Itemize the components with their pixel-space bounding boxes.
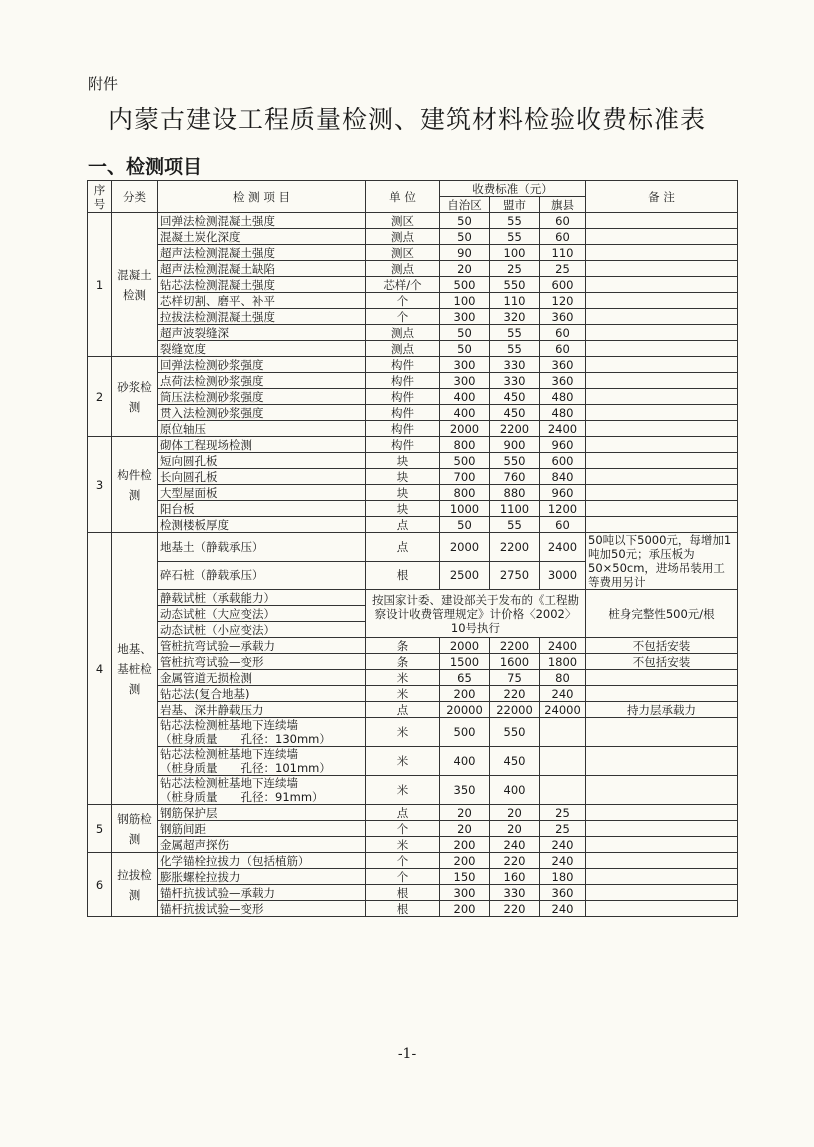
fee-banner: 110	[540, 245, 586, 261]
table-body	[88, 213, 738, 917]
table-row	[88, 901, 738, 917]
item-unit: 米	[366, 718, 440, 747]
table-row	[88, 373, 738, 389]
item-unit: 点	[366, 517, 440, 533]
group-seq: 1	[88, 213, 112, 357]
fee-region: 300	[440, 357, 490, 373]
fee-region: 2000	[440, 638, 490, 654]
item-name: 膨胀螺栓拉拔力	[158, 869, 366, 885]
col-remarks: 备 注	[586, 181, 738, 213]
fee-league: 55	[490, 213, 540, 229]
table-row	[88, 245, 738, 261]
fee-league: 160	[490, 869, 540, 885]
fee-league: 550	[490, 718, 540, 747]
fee-league: 20	[490, 821, 540, 837]
fee-region: 800	[440, 437, 490, 453]
fee-banner	[540, 747, 586, 776]
fee-region: 700	[440, 469, 490, 485]
fee-banner: 240	[540, 853, 586, 869]
table-row	[88, 229, 738, 245]
fee-league: 25	[490, 261, 540, 277]
fee-banner: 60	[540, 341, 586, 357]
remark-cell	[586, 213, 738, 229]
remark-cell	[586, 501, 738, 517]
remark-cell	[586, 747, 738, 776]
item-unit: 米	[366, 776, 440, 805]
remark-cell	[586, 261, 738, 277]
item-unit: 块	[366, 485, 440, 501]
item-unit: 根	[366, 885, 440, 901]
table-row	[88, 453, 738, 469]
remark-cell	[586, 805, 738, 821]
group-seq: 5	[88, 805, 112, 853]
remark-cell	[586, 309, 738, 325]
col-seq: 序号	[88, 181, 112, 213]
remark-cell	[586, 245, 738, 261]
table-row	[88, 590, 738, 606]
item-unit: 构件	[366, 389, 440, 405]
table-row	[88, 325, 738, 341]
table-row	[88, 389, 738, 405]
remark-cell	[586, 670, 738, 686]
fee-league: 450	[490, 405, 540, 421]
remark-cell: 持力层承载力	[586, 702, 738, 718]
fee-table	[87, 180, 738, 917]
fee-banner: 960	[540, 485, 586, 501]
remark-cell	[586, 837, 738, 853]
table-row	[88, 805, 738, 821]
item-line-2: （桩身质量 孔径：91mm）	[160, 790, 324, 804]
item-unit: 条	[366, 638, 440, 654]
item-name: 碎石桩（静载承压）	[158, 561, 366, 590]
item-name: 回弹法检测混凝土强度	[158, 213, 366, 229]
item-unit: 米	[366, 686, 440, 702]
item-unit: 测点	[366, 261, 440, 277]
item-unit: 个	[366, 309, 440, 325]
fee-banner: 60	[540, 213, 586, 229]
item-name: 芯样切割、磨平、补平	[158, 293, 366, 309]
item-name: 拉拔法检测混凝土强度	[158, 309, 366, 325]
col-league: 盟市	[490, 197, 540, 213]
table-row	[88, 517, 738, 533]
remark-cell	[586, 277, 738, 293]
table-row	[88, 654, 738, 670]
fee-banner: 60	[540, 517, 586, 533]
document-title: 内蒙古建设工程质量检测、建筑材料检验收费标准表	[107, 105, 706, 134]
item-unit: 点	[366, 805, 440, 821]
fee-banner: 480	[540, 389, 586, 405]
fee-banner: 180	[540, 869, 586, 885]
fee-region: 100	[440, 293, 490, 309]
fee-league: 880	[490, 485, 540, 501]
group-category: 砂浆检测	[112, 357, 158, 437]
fee-region: 1500	[440, 654, 490, 670]
col-banner: 旗县	[540, 197, 586, 213]
table-row	[88, 638, 738, 654]
fee-region: 65	[440, 670, 490, 686]
table-row	[88, 357, 738, 373]
annex-label: 附件	[88, 75, 119, 93]
item-name: 超声法检测混凝土强度	[158, 245, 366, 261]
item-unit: 测点	[366, 325, 440, 341]
remark-cell	[586, 453, 738, 469]
table-row	[88, 421, 738, 437]
remark-cell	[586, 389, 738, 405]
table-row	[88, 869, 738, 885]
item-name: 地基土（静载承压）	[158, 533, 366, 562]
fee-region: 300	[440, 309, 490, 325]
fee-banner: 600	[540, 277, 586, 293]
remark-cell	[586, 718, 738, 747]
fee-banner: 240	[540, 901, 586, 917]
fee-league: 330	[490, 885, 540, 901]
item-unit: 米	[366, 837, 440, 853]
fee-region: 20000	[440, 702, 490, 718]
fee-banner: 240	[540, 686, 586, 702]
item-unit: 块	[366, 501, 440, 517]
item-name	[158, 718, 366, 747]
fee-banner: 960	[540, 437, 586, 453]
item-name: 岩基、深井静载压力	[158, 702, 366, 718]
table-row	[88, 885, 738, 901]
item-unit: 个	[366, 293, 440, 309]
group-category: 钢筋检测	[112, 805, 158, 853]
item-name: 管桩抗弯试验—变形	[158, 654, 366, 670]
item-name: 大型屋面板	[158, 485, 366, 501]
group-seq: 3	[88, 437, 112, 533]
table-row	[88, 776, 738, 805]
item-unit: 个	[366, 869, 440, 885]
item-line-1: 钻芯法检测桩基地下连续墙	[160, 718, 298, 732]
fee-league: 450	[490, 389, 540, 405]
fee-region: 200	[440, 686, 490, 702]
item-name: 超声波裂缝深	[158, 325, 366, 341]
fee-league: 1600	[490, 654, 540, 670]
item-name: 裂缝宽度	[158, 341, 366, 357]
table-row	[88, 670, 738, 686]
fee-league: 20	[490, 805, 540, 821]
fee-region: 500	[440, 453, 490, 469]
fee-region: 2000	[440, 421, 490, 437]
item-name: 静载试桩（承载能力）	[158, 590, 366, 606]
table-row	[88, 309, 738, 325]
remark-cell	[586, 885, 738, 901]
fee-league: 75	[490, 670, 540, 686]
item-name: 混凝土炭化深度	[158, 229, 366, 245]
item-unit: 根	[366, 901, 440, 917]
item-name: 管桩抗弯试验—承载力	[158, 638, 366, 654]
item-name: 短向圆孔板	[158, 453, 366, 469]
remark-cell	[586, 405, 738, 421]
fee-region: 20	[440, 821, 490, 837]
table-row	[88, 469, 738, 485]
table-row	[88, 341, 738, 357]
col-region: 自治区	[440, 197, 490, 213]
item-unit: 条	[366, 654, 440, 670]
item-unit: 根	[366, 561, 440, 590]
item-name: 砌体工程现场检测	[158, 437, 366, 453]
col-category: 分类	[112, 181, 158, 213]
fee-league: 450	[490, 747, 540, 776]
fee-banner: 25	[540, 805, 586, 821]
fee-league: 550	[490, 277, 540, 293]
group-category: 拉拔检测	[112, 853, 158, 917]
fee-league: 55	[490, 517, 540, 533]
item-unit: 构件	[366, 373, 440, 389]
remark-cell	[586, 437, 738, 453]
fee-league: 55	[490, 341, 540, 357]
item-unit: 测点	[366, 229, 440, 245]
remark-cell	[586, 229, 738, 245]
fee-league: 760	[490, 469, 540, 485]
fee-region: 350	[440, 776, 490, 805]
fee-banner: 80	[540, 670, 586, 686]
table-row	[88, 501, 738, 517]
item-name: 钢筋间距	[158, 821, 366, 837]
fee-banner: 480	[540, 405, 586, 421]
item-name: 动态试桩（小应变法）	[158, 622, 366, 638]
remark-cell: 不包括安装	[586, 654, 738, 670]
fee-league: 220	[490, 686, 540, 702]
item-name: 金属管道无损检测	[158, 670, 366, 686]
fee-banner: 600	[540, 453, 586, 469]
item-line-1: 钻芯法检测桩基地下连续墙	[160, 747, 298, 761]
fee-banner: 360	[540, 357, 586, 373]
fee-league: 100	[490, 245, 540, 261]
item-unit: 点	[366, 702, 440, 718]
fee-region: 90	[440, 245, 490, 261]
table-row	[88, 293, 738, 309]
fee-region: 50	[440, 325, 490, 341]
fee-region: 500	[440, 718, 490, 747]
remark-cell	[586, 853, 738, 869]
item-unit: 构件	[366, 357, 440, 373]
remark-cell	[586, 293, 738, 309]
table-row	[88, 686, 738, 702]
remark-cell	[586, 869, 738, 885]
fee-league: 22000	[490, 702, 540, 718]
item-unit: 个	[366, 853, 440, 869]
table-row	[88, 213, 738, 229]
group-seq: 6	[88, 853, 112, 917]
fee-league: 2200	[490, 638, 540, 654]
item-name	[158, 747, 366, 776]
table-row	[88, 405, 738, 421]
fee-banner: 840	[540, 469, 586, 485]
fee-region: 500	[440, 277, 490, 293]
fee-league: 330	[490, 373, 540, 389]
item-unit: 测区	[366, 245, 440, 261]
col-item: 检 测 项 目	[158, 181, 366, 213]
fee-region: 20	[440, 261, 490, 277]
fee-league: 900	[490, 437, 540, 453]
remark-cell	[586, 776, 738, 805]
item-name: 锚杆抗拔试验—承载力	[158, 885, 366, 901]
item-name: 阳台板	[158, 501, 366, 517]
table-row	[88, 702, 738, 718]
item-name: 动态试桩（大应变法）	[158, 606, 366, 622]
item-line-1: 钻芯法检测桩基地下连续墙	[160, 776, 298, 790]
item-unit: 块	[366, 453, 440, 469]
table-row	[88, 277, 738, 293]
fee-league: 320	[490, 309, 540, 325]
fee-banner: 1200	[540, 501, 586, 517]
fee-banner: 24000	[540, 702, 586, 718]
item-unit: 测点	[366, 341, 440, 357]
table-row	[88, 437, 738, 453]
remark-cell	[586, 373, 738, 389]
item-unit: 点	[366, 533, 440, 562]
fee-league: 2750	[490, 561, 540, 590]
fee-region: 800	[440, 485, 490, 501]
remark-cell	[586, 357, 738, 373]
fee-region: 300	[440, 373, 490, 389]
fee-league: 110	[490, 293, 540, 309]
remark-cell	[586, 517, 738, 533]
item-name: 长向圆孔板	[158, 469, 366, 485]
fee-region: 20	[440, 805, 490, 821]
fee-league: 2200	[490, 421, 540, 437]
page-number: -1-	[397, 1046, 417, 1062]
group-seq: 4	[88, 533, 112, 805]
fee-region: 200	[440, 837, 490, 853]
remark-cell	[586, 469, 738, 485]
group-category: 地基、基桩检测	[112, 533, 158, 805]
table-row	[88, 718, 738, 747]
table-row	[88, 821, 738, 837]
item-name: 钢筋保护层	[158, 805, 366, 821]
table-row	[88, 485, 738, 501]
fee-region: 400	[440, 747, 490, 776]
item-unit: 构件	[366, 437, 440, 453]
fee-banner: 2400	[540, 421, 586, 437]
fee-league: 550	[490, 453, 540, 469]
fee-banner: 360	[540, 373, 586, 389]
group-seq: 2	[88, 357, 112, 437]
fee-region: 300	[440, 885, 490, 901]
item-name: 锚杆抗拔试验—变形	[158, 901, 366, 917]
fee-banner	[540, 776, 586, 805]
item-name: 点荷法检测砂浆强度	[158, 373, 366, 389]
fee-banner: 2400	[540, 533, 586, 562]
fee-league: 400	[490, 776, 540, 805]
remark-cell	[586, 325, 738, 341]
item-unit: 芯样/个	[366, 277, 440, 293]
item-unit: 个	[366, 821, 440, 837]
table-row	[88, 853, 738, 869]
fee-league: 1100	[490, 501, 540, 517]
fee-region: 2500	[440, 561, 490, 590]
remark-cell	[586, 421, 738, 437]
fee-region: 50	[440, 341, 490, 357]
item-name: 检测楼板厚度	[158, 517, 366, 533]
fee-region: 400	[440, 389, 490, 405]
fee-league: 330	[490, 357, 540, 373]
item-line-2: （桩身质量 孔径：101mm）	[160, 761, 331, 775]
remark-cell: 不包括安装	[586, 638, 738, 654]
remark-cell	[586, 821, 738, 837]
item-name: 筒压法检测砂浆强度	[158, 389, 366, 405]
fee-league: 2200	[490, 533, 540, 562]
item-name: 回弹法检测砂浆强度	[158, 357, 366, 373]
fee-banner: 1800	[540, 654, 586, 670]
fee-banner: 25	[540, 821, 586, 837]
item-name: 化学锚栓拉拔力（包括植筋）	[158, 853, 366, 869]
fee-note: 按国家计委、建设部关于发布的《工程勘察设计收费管理规定》计价格〈2002〉10号执行	[366, 590, 586, 638]
item-name: 金属超声探伤	[158, 837, 366, 853]
item-line-2: （桩身质量 孔径：130mm）	[160, 732, 331, 746]
remark-cell	[586, 485, 738, 501]
header-row	[88, 181, 738, 197]
table-row	[88, 747, 738, 776]
remark-cell	[586, 901, 738, 917]
item-name: 钻芯法(复合地基)	[158, 686, 366, 702]
fee-region: 50	[440, 229, 490, 245]
fee-league: 55	[490, 325, 540, 341]
fee-region: 50	[440, 213, 490, 229]
item-unit: 测区	[366, 213, 440, 229]
col-fee-group: 收费标准（元）	[440, 181, 586, 197]
remark-cell: 桩身完整性500元/根	[586, 590, 738, 638]
item-name: 钻芯法检测混凝土强度	[158, 277, 366, 293]
fee-banner: 3000	[540, 561, 586, 590]
col-unit: 单 位	[366, 181, 440, 213]
item-unit: 米	[366, 670, 440, 686]
item-unit: 米	[366, 747, 440, 776]
fee-region: 1000	[440, 501, 490, 517]
fee-banner: 25	[540, 261, 586, 277]
fee-region: 400	[440, 405, 490, 421]
item-unit: 块	[366, 469, 440, 485]
remark-cell	[586, 341, 738, 357]
table-row	[88, 533, 738, 562]
fee-league: 220	[490, 853, 540, 869]
item-name: 原位轴压	[158, 421, 366, 437]
group-category: 混凝土检测	[112, 213, 158, 357]
fee-league: 55	[490, 229, 540, 245]
fee-region: 200	[440, 901, 490, 917]
fee-banner: 360	[540, 309, 586, 325]
remark-cell: 50吨以下5000元，每增加1吨加50元；承压板为50×50cm，进场吊装用工等费用另计	[586, 533, 738, 590]
fee-league: 220	[490, 901, 540, 917]
fee-banner: 240	[540, 837, 586, 853]
table-row	[88, 261, 738, 277]
table-row	[88, 837, 738, 853]
fee-banner: 60	[540, 325, 586, 341]
fee-banner: 2400	[540, 638, 586, 654]
fee-region: 50	[440, 517, 490, 533]
fee-region: 200	[440, 853, 490, 869]
item-name	[158, 776, 366, 805]
fee-league: 240	[490, 837, 540, 853]
fee-banner	[540, 718, 586, 747]
item-name: 贯入法检测砂浆强度	[158, 405, 366, 421]
remark-cell	[586, 686, 738, 702]
item-unit: 构件	[366, 421, 440, 437]
item-unit: 构件	[366, 405, 440, 421]
fee-banner: 60	[540, 229, 586, 245]
fee-region: 2000	[440, 533, 490, 562]
section-heading: 一、检测项目	[88, 156, 203, 178]
item-name: 超声法检测混凝土缺陷	[158, 261, 366, 277]
fee-banner: 360	[540, 885, 586, 901]
fee-region: 150	[440, 869, 490, 885]
fee-banner: 120	[540, 293, 586, 309]
group-category: 构件检测	[112, 437, 158, 533]
